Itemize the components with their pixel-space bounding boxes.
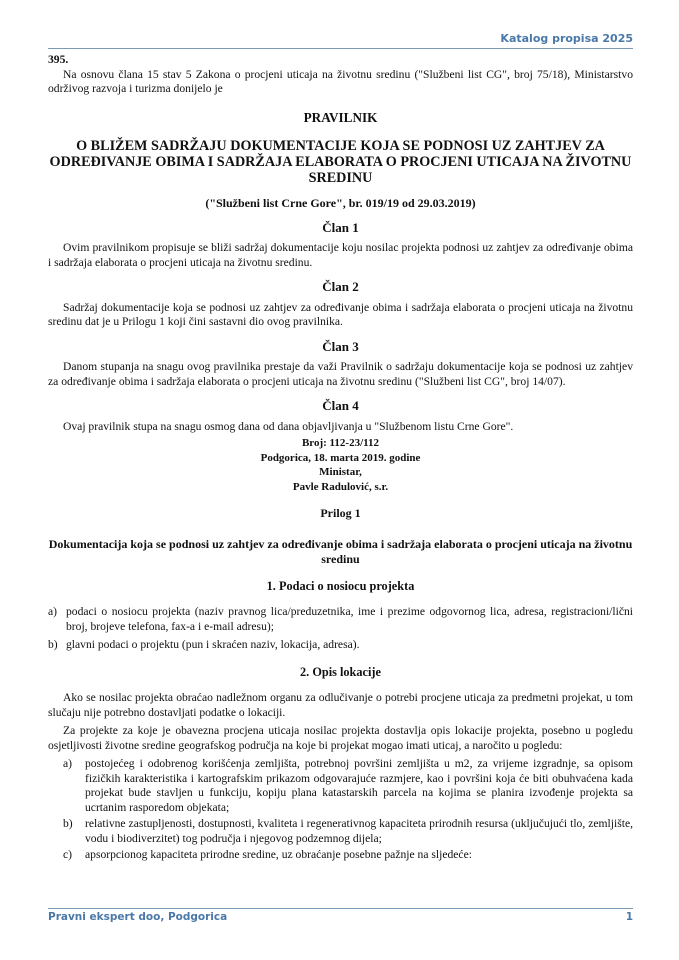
list-item-text: postojećeg i odobrenog korišćenja zemljišta, potrebnoj površini zemljišta u m2, za vrijeme izgradnje, sa opisom fizičkih karakteristika i kartografskim prikazom odgovarajuće razmjere, kao i površini koja će biti obuhvaćena kada projekat bude stavljen u funkciju, kopiju plana katastarskih parcela na kojima se planira izvođenje projekta sa ucrtanim rasporedom objekata; <box>85 757 633 814</box>
list-item <box>48 605 633 634</box>
signature-name: Pavle Radulović, s.r. <box>292 480 389 493</box>
document-number: 395. <box>48 53 69 66</box>
article-4-text: Ovaj pravilnik stupa na snagu osmog dana od dana objavljivanja u "Službenom listu Crne Gore". <box>63 419 514 433</box>
document-title: O BLIŽEM SADRŽAJU DOKUMENTACIJE KOJA SE PODNOSI UZ ZAHTJEV ZA ODREĐIVANJE OBIMA I SADRŽAJA ELABORATA O PROCJENI UTICAJA NA ŽIVOTNU SREDINU <box>49 138 632 186</box>
annex-title: Dokumentacija koja se podnosi uz zahtjev za određivanje obima i sadržaja elaborata o procjeni uticaja na životnu sredinu <box>48 536 633 566</box>
signature-block <box>48 436 633 494</box>
signature-role: Ministar, <box>319 466 362 478</box>
list-item <box>48 848 633 863</box>
signature-number: Broj: 112-23/112 <box>301 437 380 449</box>
list-item <box>48 757 633 815</box>
preamble: Na osnovu člana 15 stav 5 Zakona o procjeni uticaja na životnu sredinu ("Službeni list CG", broj 75/18), Ministarstvo održivog razvoja i turizma donijelo je <box>48 67 633 95</box>
section-2-para-2: Za projekte za koje je obavezna procjena uticaja nosilac projekta dostavlja opis lokacije projekta, posebno u pogledu osjetljivosti životne sredine geografskog područja na koje bi projekat mogao imati uticaj, a naročito u pogledu: <box>48 724 633 752</box>
list-item-label: c) <box>63 848 73 861</box>
section-2-para-1: Ako se nosilac projekta obraćao nadležnom organu za odlučivanje o potrebi procjene uticaja za predmetni projekat, u tom slučaju nije potrebno dostavljati podatke o lokaciji. <box>48 691 633 719</box>
article-2-heading: Član 2 <box>322 279 359 294</box>
signature-place-date: Podgorica, 18. marta 2019. godine <box>260 451 421 464</box>
annex-label: Prilog 1 <box>320 506 361 520</box>
list-item-text: relativne zastupljenosti, dostupnosti, kvaliteta i regenerativnog kapaciteta prirodnih resursa (uključujući tlo, zemljište, vodu i biodiverzitet) tog područja i njegovog podzemnog dijela; <box>85 817 633 845</box>
section-2-heading: 2. Opis lokacije <box>300 664 381 679</box>
page-header <box>48 32 633 49</box>
article-1-heading: Član 1 <box>322 219 359 235</box>
article-3-heading: Član 3 <box>322 338 359 354</box>
list-item-label: b) <box>48 638 58 651</box>
article-1-text: Ovim pravilnikom propisuje se bliži sadržaj dokumentacije koju nosilac projekta podnosi uz zahtjev za određivanje obima i sadržaja elaborata o procjeni uticaja na životnu sredinu. <box>48 241 633 269</box>
list-item-label: a) <box>63 757 73 770</box>
list-item-text: podaci o nosiocu projekta (naziv pravnog lica/preduzetnika, ime i prezime odgovornog lica, adresa, registracioni/lični broj, brojeve telefona, fax-a i e-mail adresu); <box>66 605 633 633</box>
page-footer <box>48 908 633 927</box>
section-1-heading: 1. Podaci o nosiocu projekta <box>266 578 415 593</box>
document-body <box>48 53 633 865</box>
page-number: 1 <box>625 911 633 923</box>
article-4-heading: Član 4 <box>322 398 359 413</box>
list-item <box>48 817 633 846</box>
catalog-title: Katalog propisa 2025 <box>500 32 633 45</box>
article-2-text: Sadržaj dokumentacije koja se podnosi uz zahtjev za određivanje obima i sadržaja elaborata o procjeni uticaja na životnu sredinu dat je u Prilogu 1 koji čini sastavni dio ovog pravilnika. <box>48 300 633 328</box>
gazette-reference: ("Službeni list Crne Gore", br. 019/19 od 29.03.2019) <box>205 196 476 210</box>
publisher-name: Pravni ekspert doo, Podgorica <box>48 911 228 923</box>
list-item-text: apsorpcionog kapaciteta prirodne sredine, uz obraćanje posebne pažnje na sljedeće: <box>85 848 472 861</box>
list-item-label: b) <box>63 817 73 830</box>
list-item-text: glavni podaci o projektu (pun i skraćen naziv, lokacija, adresa). <box>66 638 360 651</box>
document-type: PRAVILNIK <box>303 109 378 125</box>
article-3-text: Danom stupanja na snagu ovog pravilnika prestaje da važi Pravilnik o sadržaju dokumentacije koja se podnosi uz zahtjev za određivanje obima i sadržaja elaborata o procjeni uticaja na životnu sredinu ("Službeni list CG", broj 14/07). <box>48 360 633 388</box>
list-item <box>48 638 633 653</box>
list-item-label: a) <box>48 605 58 618</box>
